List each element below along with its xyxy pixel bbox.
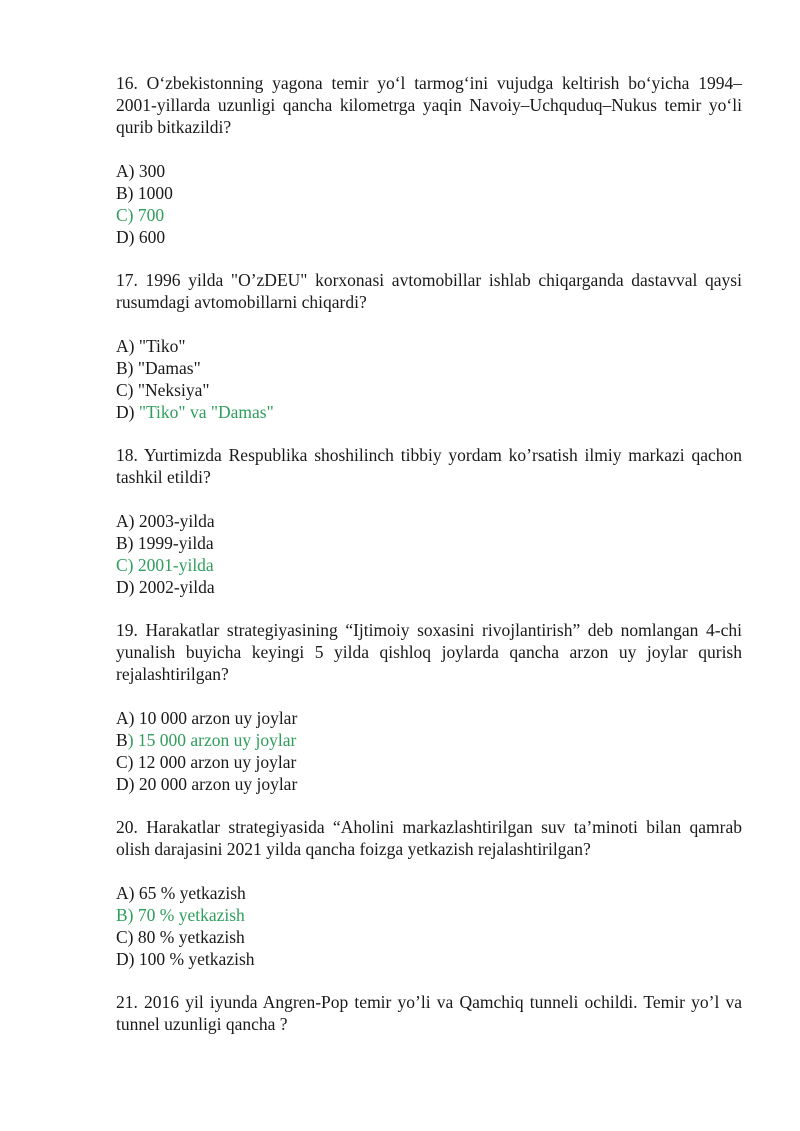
option-a: A) 300	[116, 160, 166, 181]
option-c: C) 80 % yetkazish	[116, 926, 245, 947]
option-a: A) 2003-yilda	[116, 510, 215, 531]
option-b-correct: B) 70 % yetkazish	[116, 904, 245, 925]
option-b-correct: B) 15 000 arzon uy joylar	[116, 729, 297, 750]
question-21: 21. 2016 yil iyunda Angren-Pop temir yo’li va Qamchiq tunneli ochildi. Temir yo’l va tunnel uzunligi qancha ?	[116, 992, 742, 1034]
question-16: 16. O‘zbekistonning yagona temir yo‘l tarmog‘ini vujudga keltirish bo‘yicha 1994–2001-yillarda uzunligi qancha kilometrga yaqin Navoiy–Uchquduq–Nukus temir yo‘li qurib bitkazildi?	[116, 73, 742, 137]
option-b: B) 1000	[116, 182, 173, 203]
option-d: D) 20 000 arzon uy joylar	[116, 773, 298, 794]
options-17	[116, 335, 742, 423]
options-18	[116, 510, 742, 598]
option-c: C) "Neksiya"	[116, 379, 210, 400]
option-a: A) 65 % yetkazish	[116, 882, 246, 903]
question-19: 19. Harakatlar strategiyasining “Ijtimoiy soxasini rivojlantirish” deb nomlangan 4-chi yunalish buyicha keyingi 5 yilda qishloq joylarda qancha arzon uy joylar qurish rejalashtirilgan?	[116, 620, 742, 684]
question-20: 20. Harakatlar strategiyasida “Aholini markazlashtirilgan suv ta’minoti bilan qamrab olish darajasini 2021 yilda qancha foizga yetkazish rejalashtirilgan?	[116, 817, 742, 859]
option-c-correct: C) 700	[116, 204, 165, 225]
option-d-correct: D) "Tiko" va "Damas"	[116, 401, 274, 422]
option-d: D) 100 % yetkazish	[116, 948, 255, 969]
options-19	[116, 707, 742, 795]
question-17: 17. 1996 yilda "O’zDEU" korxonasi avtomobillar ishlab chiqarganda dastavval qaysi rusumdagi avtomobillarni chiqardi?	[116, 270, 742, 312]
option-b: B) "Damas"	[116, 357, 201, 378]
option-a: A) 10 000 arzon uy joylar	[116, 707, 298, 728]
document-page	[116, 72, 742, 1035]
options-20	[116, 882, 742, 970]
question-18: 18. Yurtimizda Respublika shoshilinch tibbiy yordam ko’rsatish ilmiy markazi qachon tashkil etildi?	[116, 445, 742, 487]
option-a: A) "Tiko"	[116, 335, 186, 356]
options-16	[116, 160, 742, 248]
option-c-correct: C) 2001-yilda	[116, 554, 214, 575]
option-d: D) 2002-yilda	[116, 576, 215, 597]
option-d: D) 600	[116, 226, 166, 247]
option-b: B) 1999-yilda	[116, 532, 214, 553]
option-c: C) 12 000 arzon uy joylar	[116, 751, 297, 772]
